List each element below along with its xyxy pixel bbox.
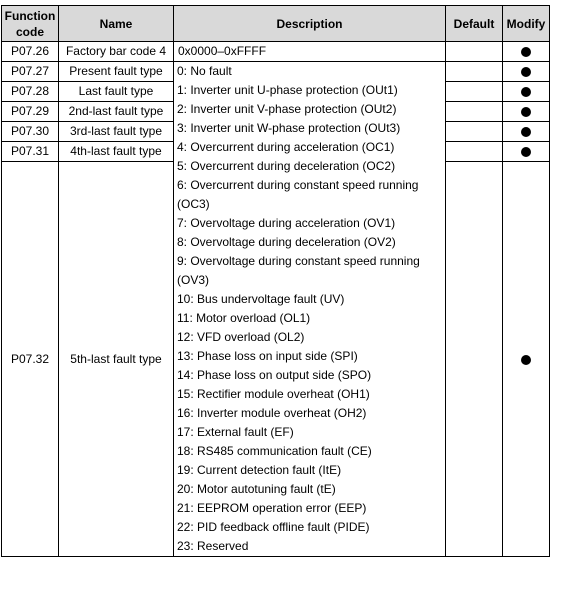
cell-default: [446, 82, 503, 102]
fault-option: 7: Overvoltage during acceleration (OV1): [177, 216, 396, 230]
fault-option: 1: Inverter unit U-phase protection (OUt1): [177, 83, 398, 97]
cell-name: Present fault type: [59, 62, 174, 82]
fault-option: 23: Reserved: [177, 539, 249, 553]
cell-modify: [503, 122, 550, 142]
cell-name: 3rd-last fault type: [59, 122, 174, 142]
modify-bullet-icon: [521, 147, 531, 157]
cell-default: [446, 142, 503, 162]
cell-name: Last fault type: [59, 82, 174, 102]
modify-bullet-icon: [521, 127, 531, 137]
modify-bullet-icon: [521, 47, 531, 57]
fault-option: 21: EEPROM operation error (EEP): [177, 501, 367, 515]
cell-modify: [503, 42, 550, 62]
table-row-p0727: [2, 62, 550, 82]
fault-option: 5: Overcurrent during deceleration (OC2): [177, 159, 396, 173]
fault-option: 14: Phase loss on output side (SPO): [177, 368, 372, 382]
modify-bullet-icon: [521, 87, 531, 97]
cell-name: 2nd-last fault type: [59, 102, 174, 122]
header-default: Default: [446, 6, 503, 42]
cell-modify: [503, 62, 550, 82]
cell-function-code: P07.28: [2, 82, 59, 102]
fault-option: 19: Current detection fault (ItE): [177, 463, 342, 477]
fault-option: 20: Motor autotuning fault (tE): [177, 482, 336, 496]
cell-default: [446, 102, 503, 122]
cell-default: [446, 122, 503, 142]
fault-option: 16: Inverter module overheat (OH2): [177, 406, 367, 420]
fault-option: 13: Phase loss on input side (SPI): [177, 349, 358, 363]
table-row-p0726: [2, 42, 550, 62]
cell-modify: [503, 162, 550, 557]
cell-name: 5th-last fault type: [59, 162, 174, 557]
fault-option: 11: Motor overload (OL1): [177, 311, 311, 325]
modify-bullet-icon: [521, 355, 531, 365]
fault-option: 3: Inverter unit W-phase protection (OUt3): [177, 121, 401, 135]
fault-option: 2: Inverter unit V-phase protection (OUt2): [177, 102, 397, 116]
header-description: Description: [174, 6, 446, 42]
fault-option: 10: Bus undervoltage fault (UV): [177, 292, 345, 306]
fault-option: 8: Overvoltage during deceleration (OV2): [177, 235, 396, 249]
cell-modify: [503, 82, 550, 102]
cell-description: 0x0000–0xFFFF: [174, 42, 446, 62]
fault-option: 22: PID feedback offline fault (PIDE): [177, 520, 370, 534]
cell-modify: [503, 142, 550, 162]
cell-default: [446, 42, 503, 62]
cell-default: [446, 162, 503, 557]
cell-modify: [503, 102, 550, 122]
fault-type-options-cell: [174, 62, 446, 557]
fault-option: 0: No fault: [177, 64, 232, 78]
fault-option: 4: Overcurrent during acceleration (OC1): [177, 140, 395, 154]
parameter-table-container: [1, 5, 549, 557]
fault-option: 9: Overvoltage during constant speed running (OV3): [177, 254, 420, 287]
cell-name: Factory bar code 4: [59, 42, 174, 62]
fault-option: 17: External fault (EF): [177, 425, 294, 439]
cell-function-code: P07.29: [2, 102, 59, 122]
fault-option: 18: RS485 communication fault (CE): [177, 444, 372, 458]
header-function-code: Function code: [2, 6, 59, 42]
header-modify: Modify: [503, 6, 550, 42]
table-header-row: [2, 6, 550, 42]
cell-function-code: P07.26: [2, 42, 59, 62]
header-name: Name: [59, 6, 174, 42]
fault-option: 6: Overcurrent during constant speed running (OC3): [177, 178, 419, 211]
cell-function-code: P07.32: [2, 162, 59, 557]
cell-name: 4th-last fault type: [59, 142, 174, 162]
fault-option: 15: Rectifier module overheat (OH1): [177, 387, 370, 401]
parameter-table: [1, 5, 550, 557]
modify-bullet-icon: [521, 107, 531, 117]
cell-function-code: P07.31: [2, 142, 59, 162]
modify-bullet-icon: [521, 67, 531, 77]
fault-option: 12: VFD overload (OL2): [177, 330, 305, 344]
cell-function-code: P07.30: [2, 122, 59, 142]
cell-function-code: P07.27: [2, 62, 59, 82]
cell-default: [446, 62, 503, 82]
